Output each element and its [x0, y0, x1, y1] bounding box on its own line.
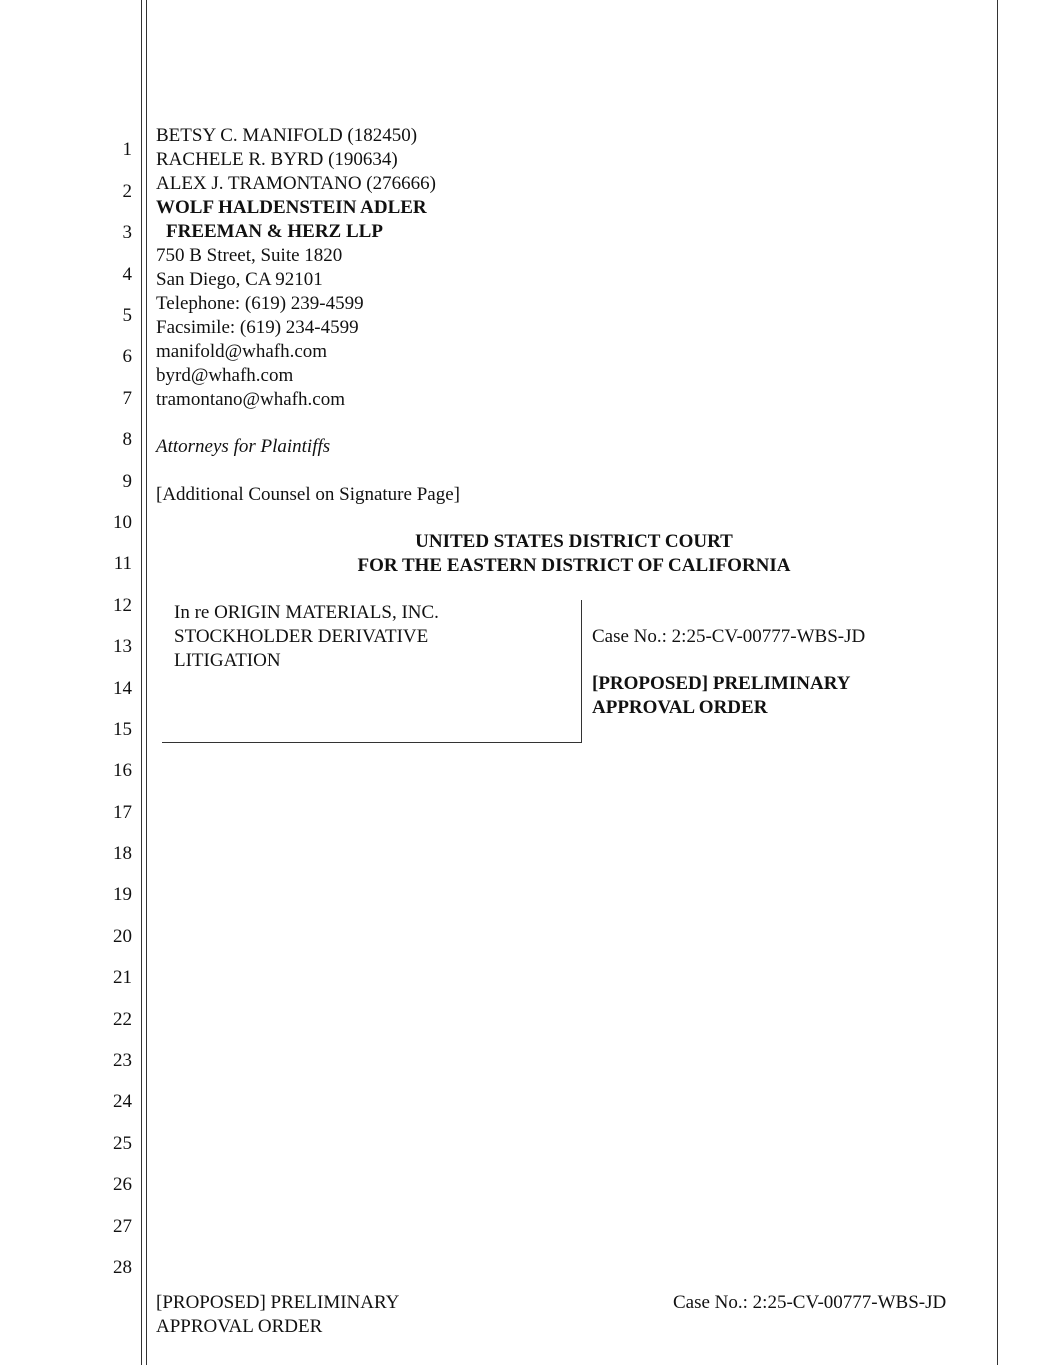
case-title: STOCKHOLDER DERIVATIVE: [174, 626, 429, 647]
case-number: Case No.: 2:25-CV-00777-WBS-JD: [592, 626, 866, 647]
line-number-15: 15: [113, 719, 132, 740]
footer-case-number: Case No.: 2:25-CV-00777-WBS-JD: [673, 1292, 947, 1313]
attorney-name: ALEX J. TRAMONTANO (276666): [156, 173, 436, 194]
line-number-21: 21: [113, 967, 132, 988]
additional-counsel-note: [Additional Counsel on Signature Page]: [156, 484, 460, 505]
counsel-role: Attorneys for Plaintiffs: [156, 436, 331, 457]
line-number-14: 14: [113, 678, 132, 699]
attorney-email: manifold@whafh.com: [156, 341, 328, 362]
firm-address-street: 750 B Street, Suite 1820: [156, 245, 343, 266]
left-margin-rule-inner: [146, 0, 147, 1365]
line-number-3: 3: [122, 222, 132, 243]
line-number-27: 27: [113, 1216, 132, 1237]
line-number-17: 17: [113, 802, 132, 823]
line-number-18: 18: [113, 843, 132, 864]
line-number-10: 10: [113, 512, 132, 533]
attorney-name: BETSY C. MANIFOLD (182450): [156, 125, 418, 146]
line-number-28: 28: [113, 1257, 132, 1278]
line-number-19: 19: [113, 884, 132, 905]
document-title-continued: APPROVAL ORDER: [592, 697, 768, 718]
line-number-23: 23: [113, 1050, 132, 1071]
line-number-4: 4: [122, 264, 132, 285]
line-number-13: 13: [113, 636, 132, 657]
line-number-1: 1: [122, 139, 132, 160]
court-district: FOR THE EASTERN DISTRICT OF CALIFORNIA: [357, 555, 791, 576]
firm-name-continued: FREEMAN & HERZ LLP: [166, 221, 383, 242]
attorney-name: RACHELE R. BYRD (190634): [156, 149, 398, 170]
court-name: UNITED STATES DISTRICT COURT: [415, 531, 733, 552]
line-number-12: 12: [113, 595, 132, 616]
line-number-16: 16: [113, 760, 132, 781]
firm-telephone: Telephone: (619) 239-4599: [156, 293, 364, 314]
right-margin-rule: [997, 0, 998, 1365]
firm-facsimile: Facsimile: (619) 234-4599: [156, 317, 359, 338]
line-number-11: 11: [113, 553, 132, 574]
line-number-26: 26: [113, 1174, 132, 1195]
footer-document-title: [PROPOSED] PRELIMINARY: [156, 1292, 400, 1313]
line-number-22: 22: [113, 1009, 132, 1030]
line-number-2: 2: [122, 181, 132, 202]
firm-name: WOLF HALDENSTEIN ADLER: [156, 197, 427, 218]
line-number-7: 7: [122, 388, 132, 409]
attorney-email: byrd@whafh.com: [156, 365, 294, 386]
attorney-email: tramontano@whafh.com: [156, 389, 345, 410]
line-number-9: 9: [122, 471, 132, 492]
line-number-24: 24: [113, 1091, 132, 1112]
document-title: [PROPOSED] PRELIMINARY: [592, 673, 851, 694]
line-number-6: 6: [122, 346, 132, 367]
case-title: In re ORIGIN MATERIALS, INC.: [174, 602, 439, 623]
firm-address-city: San Diego, CA 92101: [156, 269, 323, 290]
case-title: LITIGATION: [174, 650, 281, 671]
line-number-25: 25: [113, 1133, 132, 1154]
caption-divider-horizontal: [162, 742, 582, 743]
caption-divider-vertical: [581, 600, 582, 743]
left-margin-rule-outer: [141, 0, 142, 1365]
line-number-8: 8: [122, 429, 132, 450]
footer-document-title-continued: APPROVAL ORDER: [156, 1316, 323, 1337]
line-number-5: 5: [122, 305, 132, 326]
line-number-20: 20: [113, 926, 132, 947]
